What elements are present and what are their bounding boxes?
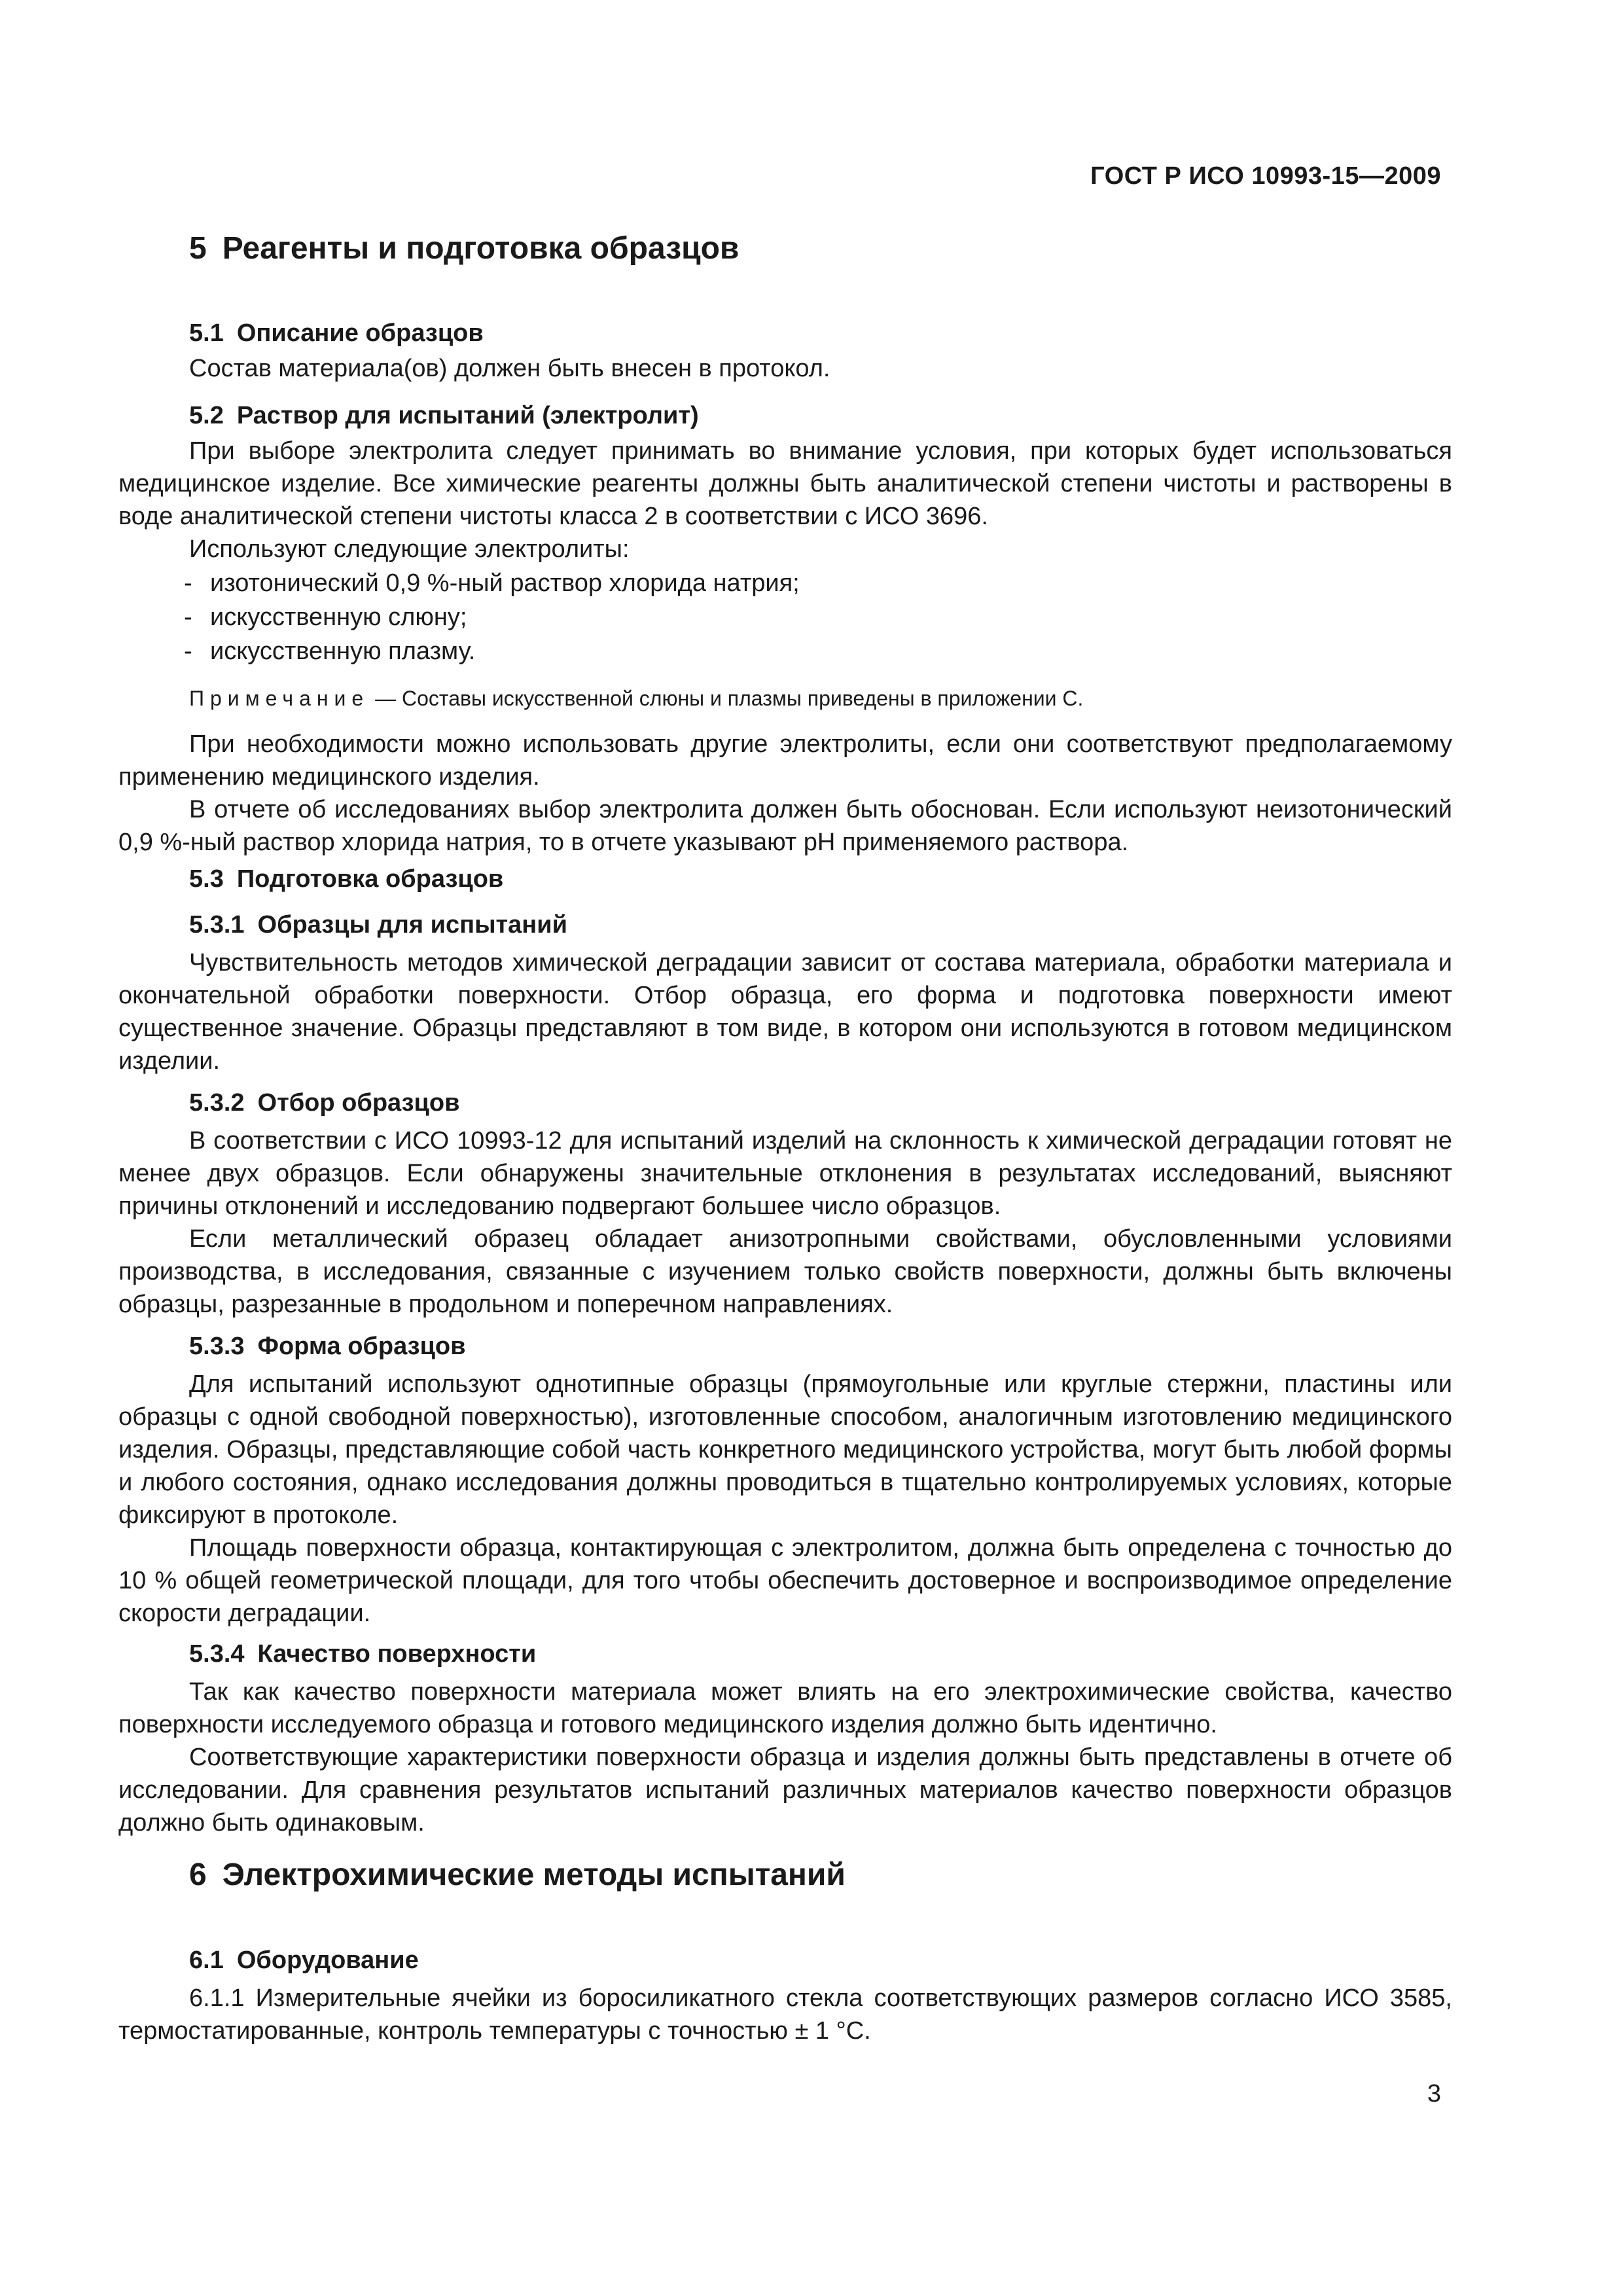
subsection-5-3-3-heading: [189, 1330, 466, 1363]
paragraph: При необходимости можно использовать другие электролиты, если они соответствуют предполагаемому применению медицинского изделия.: [118, 730, 1452, 791]
paragraph: В соответствии с ИСО 10993-12 для испытаний изделий на склонность к химической деградации готовят не менее двух образцов. Если обнаружены значительные отклонения в результатах исследований, выясняют причины отклонений и исследованию подвергают большее число образцов.: [118, 1127, 1452, 1220]
subsection-title: Подготовка образцов: [236, 865, 504, 893]
subsection-5-3-1-heading: [189, 908, 567, 941]
section-title: Реагенты и подготовка образцов: [222, 231, 740, 266]
subsection-title: Раствор для испытаний (электролит): [236, 402, 699, 429]
subsection-title: Отбор образцов: [257, 1089, 460, 1117]
paragraph: Состав материала(ов) должен быть внесен в протокол.: [189, 355, 830, 382]
subsection-number: 5.2: [189, 402, 224, 429]
note: [189, 682, 1083, 715]
subsection-number: 5.1: [189, 319, 224, 347]
subsection-5-3-heading: [189, 863, 503, 895]
subsection-title: Образцы для испытаний: [257, 911, 567, 939]
paragraph: Используют следующие электролиты:: [189, 535, 630, 563]
section-number: 5: [189, 231, 207, 266]
subsection-title: Форма образцов: [257, 1333, 466, 1360]
page-number: 3: [1427, 2080, 1441, 2108]
subsection-number: 5.3.1: [189, 911, 245, 939]
paragraph: В отчете об исследованиях выбор электролита должен быть обоснован. Если используют неизотонический 0,9 %-ный раствор хлорида натрия, то в отчете указывают рН применяемого раствора.: [118, 796, 1452, 856]
paragraph: 6.1.1 Измерительные ячейки из боросиликатного стекла соответствующих размеров согласно ИСО 3585, термостатированные, контроль температуры с точностью ± 1 °С.: [118, 1984, 1452, 2045]
subsection-5-3-4-heading: [189, 1638, 536, 1670]
subsection-5-3-2-heading: [189, 1086, 459, 1119]
paragraph: Так как качество поверхности материала может влиять на его электрохимические свойства, качество поверхности исследуемого образца и готового медицинского изделия должно быть идентично.: [118, 1678, 1452, 1738]
list-item: - изотонический 0,9 %-ный раствор хлорида натрия;: [184, 569, 800, 597]
paragraph: Если металлический образец обладает анизотропными свойствами, обусловленными условиями производства, в исследования, связанные с изучением только свойств поверхности, должны быть включены образцы, разрезанные в продольном и поперечном направлениях.: [118, 1225, 1452, 1318]
subsection-number: 6.1: [189, 1946, 224, 1974]
subsection-number: 5.3.3: [189, 1333, 245, 1360]
list-item: - искусственную плазму.: [184, 637, 476, 665]
note-label: Примечание: [189, 687, 370, 710]
list-item: - искусственную слюну;: [184, 603, 467, 631]
note-text: — Составы искусственной слюны и плазмы приведены в приложении С.: [369, 687, 1084, 710]
subsection-5-2-heading: [189, 399, 699, 432]
subsection-number: 5.3.2: [189, 1089, 245, 1117]
document-code: ГОСТ Р ИСО 10993-15—2009: [1090, 162, 1441, 190]
paragraph: При выборе электролита следует принимать во внимание условия, при которых будет использоваться медицинское изделие. Все химические реагенты должны быть аналитической степени чистоты и растворены в воде аналитической степени чистоты класса 2 в соответствии с ИСО 3696.: [118, 437, 1452, 530]
subsection-5-1-heading: [189, 317, 484, 350]
paragraph: Площадь поверхности образца, контактирующая с электролитом, должна быть определена с точностью до 10 % общей геометрической площади, для того чтобы обеспечить достоверное и воспроизводимое определение скорости деградации.: [118, 1534, 1452, 1627]
paragraph: Чувствительность методов химической деградации зависит от состава материала, обработки материала и окончательной обработки поверхности. Отбор образца, его форма и подготовка поверхности имеют существенное значение. Образцы представляют в том виде, в котором они используются в готовом медицинском изделии.: [118, 949, 1452, 1075]
paragraph: Для испытаний используют однотипные образцы (прямоугольные или круглые стержни, пластины или образцы с одной свободной поверхностью), изготовленные способом, аналогичным изготовлению медицинского изделия. Образцы, представляющие собой часть конкретного медицинского устройства, могут быть любой формы и любого состояния, однако исследования должны проводиться в тщательно контролируемых условиях, которые фиксируют в протоколе.: [118, 1371, 1452, 1529]
paragraph: Соответствующие характеристики поверхности образца и изделия должны быть представлены в отчете об исследовании. Для сравнения результатов испытаний различных материалов качество поверхности образцов должно быть одинаковым.: [118, 1744, 1452, 1837]
subsection-title: Описание образцов: [236, 319, 484, 347]
section-6-heading: [189, 1859, 846, 1892]
subsection-number: 5.3.4: [189, 1640, 245, 1668]
subsection-title: Качество поверхности: [257, 1640, 537, 1668]
section-5-heading: [189, 232, 739, 265]
subsection-number: 5.3: [189, 865, 224, 893]
section-title: Электрохимические методы испытаний: [222, 1857, 846, 1892]
subsection-title: Оборудование: [236, 1946, 419, 1974]
section-number: 6: [189, 1857, 207, 1892]
subsection-6-1-heading: [189, 1944, 419, 1977]
